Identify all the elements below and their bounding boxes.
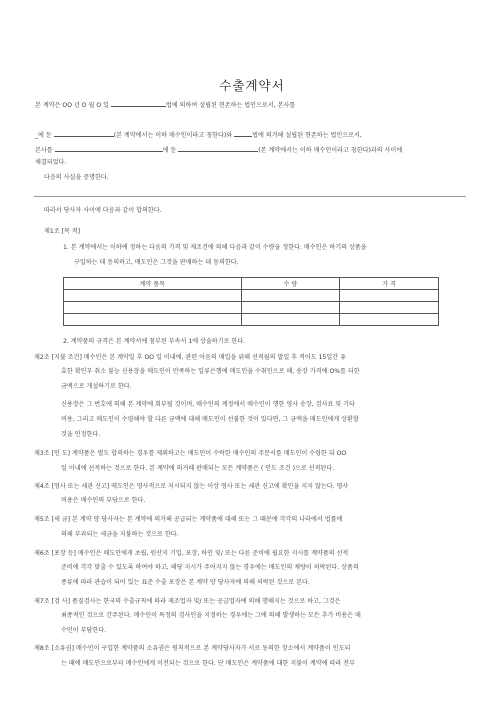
divider: [34, 196, 466, 197]
table-header: 가 격: [340, 278, 439, 290]
article1-heading: 제1조 [목 적]: [44, 228, 81, 235]
blank-field[interactable]: [54, 130, 114, 137]
intro-text: _에 둔: [35, 132, 52, 139]
intro-text: 본 계약은 OO 년 O 월 O 일: [35, 102, 109, 109]
table-header: 수 량: [241, 278, 340, 290]
clause-line: 것을 인정한다.: [61, 431, 101, 438]
clause-line: 준비에 각각 맞출 수 있도록 하여야 하고, 해당 지시가 주어지지 않는 경우에는 매도인의 재량이 허락된다. 상품의: [61, 564, 359, 571]
clause-line: 비용은 매수인의 부담으로 한다.: [61, 497, 146, 504]
clause-line: 종류에 따라 관습이 되어 있는 표준 수출 포장은 본 계약 양 당사자에 의해 허락된 것으로 본다.: [61, 579, 310, 586]
clause-line: 제5조 [세 금] 본 계약 양 당사자는 본 계약에 의거해 공급되는 계약품에 대해 또는 그 때문에 각각의 나라에서 법률에: [34, 516, 343, 523]
article1-item2: 2. 계약품의 규격은 본 계약서에 첨부된 부속서 1에 상술하기로 한다.: [63, 338, 246, 345]
table-cell: [64, 290, 242, 302]
clause-line: 수인이 부담한다.: [61, 627, 107, 634]
intro-text: 법에 의거해 설립된 현존하는 법인으로서,: [252, 132, 362, 139]
clause-line: 제8조 [소유권] 매수인이 구입한 계약품의 소유권은 원칙적으로 본 계약당사자가 서로 동의한 장소에서 계약품이 인도되: [34, 645, 351, 652]
blank-field[interactable]: [178, 145, 258, 152]
table-cell: [340, 290, 439, 302]
table-cell: [241, 314, 340, 326]
table-cell: [241, 302, 340, 314]
blank-field[interactable]: [55, 145, 163, 152]
intro-line-3: [35, 145, 402, 155]
table-cell: [64, 314, 242, 326]
intro-line-4: 체결되었다.: [35, 159, 67, 166]
clause-line: 효한 확인부 취소 불능 신용장을 매도인이 만족하는 일류은행에 매도인을 수취인으로 해, 송장 가격에 O%를 더한: [61, 368, 360, 375]
clause-line: 금액으로 개설하기로 한다.: [61, 383, 132, 390]
agreement-line: 따라서 당사자 사이에 다음과 같이 합의한다.: [44, 207, 162, 214]
clause-line: 제2조 [지불 조건] 매수인은 본 계약일 후 OO 일 이내에, 관련 어음의 매입을 위해 선적월의 말일 후 적어도 15일간 유: [34, 354, 346, 361]
intro-line-2: [35, 130, 362, 140]
clause-line: 제3조 [인 도] 계약품은 별도 합의하는 경우를 제외하고는 매도인이 수락한 매수인의 주문서를 매도인이 수령한 뒤 OO: [34, 450, 347, 457]
table-cell: [340, 302, 439, 314]
intro-line-5: 다음의 사실을 증명한다.: [44, 174, 109, 181]
clause-line: 제4조 [영사 또는 세관 신고] 매도인은 영사적으로 지시되지 않는 이상 영사 또는 세관 신고에 확인을 지지 않는다. 영사: [34, 483, 349, 490]
goods-table: [63, 277, 439, 326]
clause-line: 제6조 [포장 등] 매수인은 매도인에게 초립, 원산지 기입, 포장, 하인 및/ 또는 다른 준비에 필요한 지시를 계약품의 선적: [34, 550, 349, 557]
table-row: [64, 290, 439, 302]
article1-line: 1. 본 계약에서는 이하에 정하는 다음의 가격 및 제조건에 의해 다음과 같이 수량을 정한다. 매수인은 하기의 상품을: [63, 244, 367, 251]
table-cell: [241, 290, 340, 302]
article1-line: 구입하는 데 동의하고, 매도인은 그것을 판매하는 데 동의한다.: [74, 259, 239, 266]
clause-line: 최종적인 것으로 간주된다. 매수인이 특정의 검사인을 지정하는 경우에는 그에 의해 발생하는 모든 추가 비용은 매: [61, 612, 361, 619]
intro-line-1: [35, 100, 295, 110]
intro-text: 본사를: [35, 147, 53, 154]
intro-text: 법에 의하여 설립된 현존하는 법인으로서, 본사를: [165, 102, 296, 109]
table-cell: [340, 314, 439, 326]
table-header-row: [64, 278, 439, 290]
table-cell: [64, 302, 242, 314]
intro-text: (본 계약에서는 이하 매수인이라고 칭한다)와: [113, 132, 233, 139]
intro-text: (본 계약에서는 이하 매수인이라고 칭한다)과의 사이에: [258, 147, 403, 154]
document-title: 수출계약서: [219, 78, 285, 93]
clause-line: 신용장은 그 번호에 의해 본 계약에 회부될 것이며, 매수인의 계정에서 매수인이 행한 영사 송장, 검사료 및 기타: [61, 401, 355, 408]
table-header: 계약 품목: [64, 278, 242, 290]
clause-line: 는 때에 매도인으로부터 매수인에게 이전되는 것으로 한다. 단 매도인은 계약품에 대한 지불이 계약에 따라 전부: [61, 660, 355, 667]
clause-line: 의해 부과되는 세금을 지불하는 것으로 한다.: [61, 531, 179, 538]
blank-field[interactable]: [111, 100, 166, 107]
intro-text: 에 둔: [162, 147, 177, 154]
clause-line: 일 이내에 선적하는 것으로 한다. 본 계약에 의거해 판매되는 모든 계약품은 ( 인도 조건 )으로 선적된다.: [61, 465, 335, 472]
table-row: [64, 314, 439, 326]
clause-line: 제7조 [검 사] 품질검사는 한국의 수출규칙에 따라 제조업자 및/ 또는 공급업자에 의해 행해지는 것으로 하고, 그것은: [34, 598, 341, 605]
table-row: [64, 302, 439, 314]
blank-field[interactable]: [234, 130, 252, 137]
clause-line: 비용, 그리고 매도인이 수령해야 할 다른 금액에 대해 매도인이 선불한 것이 있다면, 그 금액을 매도인에게 상환할: [61, 416, 359, 423]
